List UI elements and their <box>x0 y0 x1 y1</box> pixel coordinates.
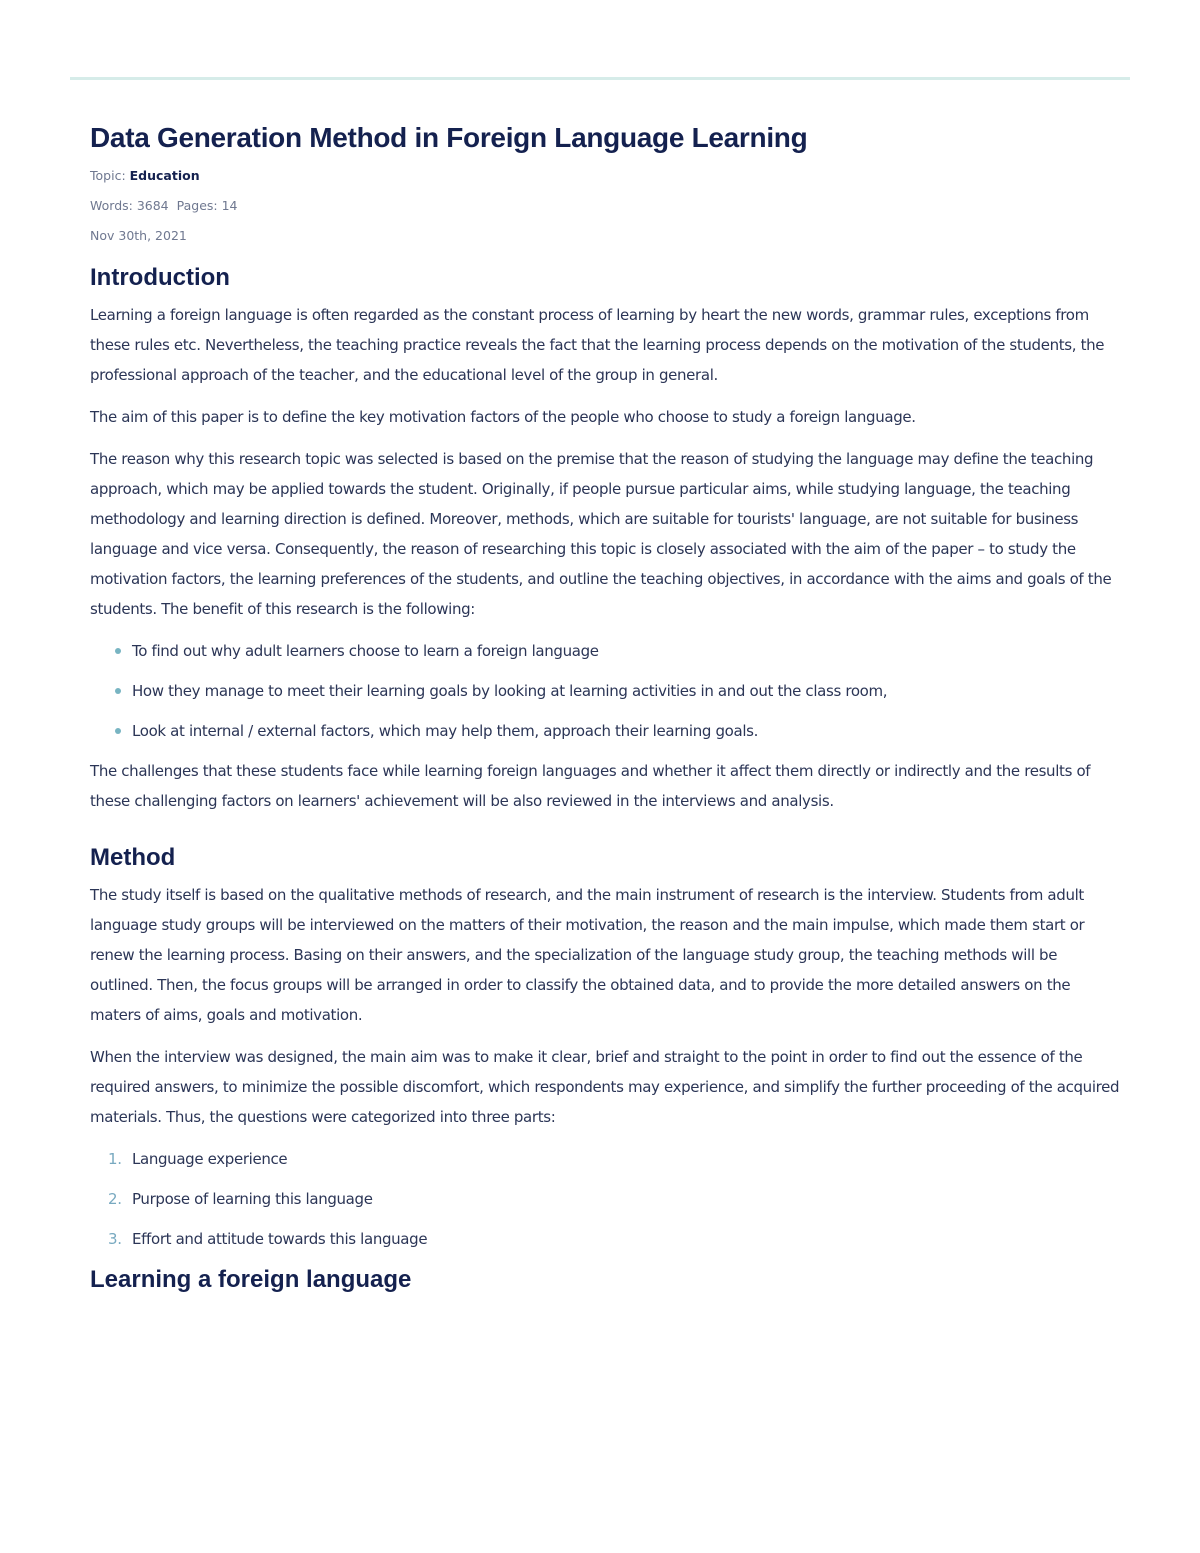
introduction-heading: Introduction <box>90 264 230 291</box>
list-item-text: Language experience <box>132 1150 288 1168</box>
list-item <box>90 636 1120 666</box>
publish-date: Nov 30th, 2021 <box>90 228 187 243</box>
intro-paragraph-1: Learning a foreign language is often regarded as the constant process of learning by heart the new words, grammar rules, exceptions from these rules etc. Nevertheless, the teaching practice reveals the fact that the learning process depends on the motivation of the students, the professional approach of the teacher, and the educational level of the group in general. <box>90 306 1105 384</box>
topic-label: Topic: <box>90 168 126 183</box>
list-item <box>90 716 1120 746</box>
list-item-text: How they manage to meet their learning goals by looking at learning activities in and out the class room, <box>132 682 888 700</box>
word-count: Words: 3684 <box>90 198 169 213</box>
intro-closing-paragraph: The challenges that these students face while learning foreign languages and whether it affect them directly or indirectly and the results of these challenging factors on learners' achievement will be also reviewed in the interviews and analysis. <box>90 762 1091 810</box>
method-section <box>90 842 1120 1254</box>
topic-value: Education <box>129 168 200 183</box>
bullet-icon <box>115 688 121 694</box>
method-heading: Method <box>90 844 176 871</box>
list-item-text: Look at internal / external factors, which may help them, approach their learning goals. <box>132 722 759 740</box>
top-divider <box>70 77 1130 80</box>
method-paragraph-1: The study itself is based on the qualitative methods of research, and the main instrument of research is the interview. Students from adult language study groups will be interviewed on the matters of their motivation, the reason and the main impulse, which made them start or renew the learning process. Basing on their answers, and the specialization of the language study group, the teaching methods will be outlined. Then, the focus groups will be arranged in order to classify the obtained data, and to provide the more detailed answers on the maters of aims, goals and motivation. <box>90 886 1085 1024</box>
list-item <box>90 1224 1120 1254</box>
essay-content <box>90 118 1120 1302</box>
list-number: 2. <box>108 1190 122 1208</box>
list-item-text: Purpose of learning this language <box>132 1190 373 1208</box>
introduction-section <box>90 262 1120 816</box>
list-item-text: Effort and attitude towards this language <box>132 1230 428 1248</box>
list-item-text: To find out why adult learners choose to learn a foreign language <box>132 642 599 660</box>
question-parts-list <box>90 1144 1120 1254</box>
list-item <box>90 1144 1120 1174</box>
topic-line <box>90 168 1120 184</box>
list-item <box>90 1184 1120 1214</box>
benefit-list <box>90 636 1120 746</box>
list-item <box>90 676 1120 706</box>
method-paragraph-2: When the interview was designed, the main aim was to make it clear, brief and straight to the point in order to find out the essence of the required answers, to minimize the possible discomfort, which respondents may experience, and simplify the further proceeding of the acquired materials. Thus, the questions were categorized into three parts: <box>90 1048 1120 1126</box>
bullet-icon <box>115 648 121 654</box>
learning-section <box>90 1264 1120 1296</box>
document-title: Data Generation Method in Foreign Language Learning <box>90 122 808 153</box>
list-number: 3. <box>108 1230 122 1248</box>
list-number: 1. <box>108 1150 122 1168</box>
bullet-icon <box>115 728 121 734</box>
page-count: Pages: 14 <box>176 198 238 213</box>
intro-paragraph-2: The aim of this paper is to define the key motivation factors of the people who choose to study a foreign language. <box>90 408 916 426</box>
learning-heading: Learning a foreign language <box>90 1266 412 1293</box>
intro-paragraph-3: The reason why this research topic was selected is based on the premise that the reason of studying the language may define the teaching approach, which may be applied towards the student. Originally, if people pursue particular aims, while studying language, the teaching methodology and learning direction is defined. Moreover, methods, which are suitable for tourists' language, are not suitable for business language and vice versa. Consequently, the reason of researching this topic is closely associated with the aim of the paper – to study the motivation factors, the learning preferences of the students, and outline the teaching objectives, in accordance with the aims and goals of the students. The benefit of this research is the following: <box>90 450 1112 618</box>
stats-line <box>90 198 1120 214</box>
